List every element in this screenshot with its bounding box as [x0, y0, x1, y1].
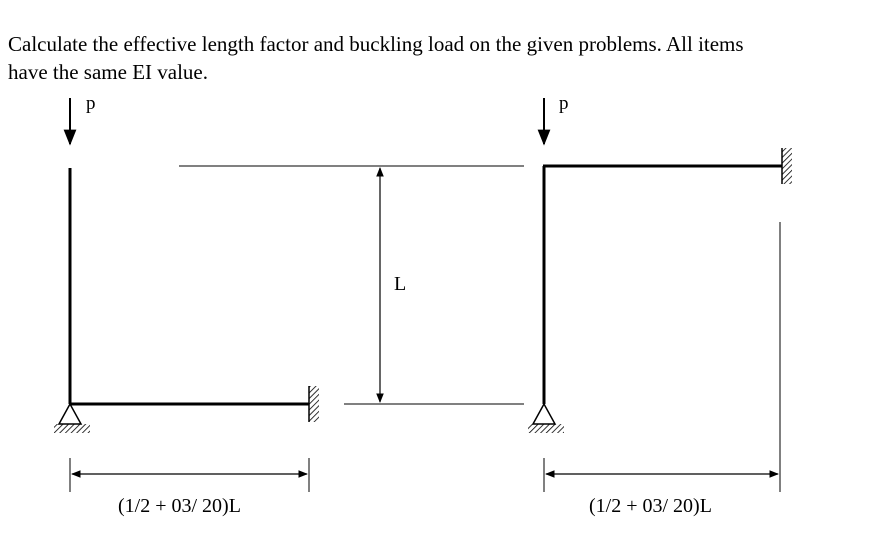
right-pin-support: [528, 404, 564, 433]
right-span-dimension: [544, 222, 780, 492]
left-span-label: (1/2 + 03/ 20)L: [118, 495, 241, 517]
right-fixed-support: [782, 148, 792, 184]
right-frame: [528, 93, 792, 517]
left-load-label: p: [86, 93, 96, 114]
left-pin-support: [54, 404, 90, 433]
problem-line-2: have the same EI value.: [8, 60, 208, 84]
left-span-dimension: [70, 458, 309, 492]
problem-line-1: Calculate the effective length factor and buckling load on the given problems. All items: [8, 32, 744, 56]
right-load-label: p: [559, 93, 569, 114]
right-span-label: (1/2 + 03/ 20)L: [589, 495, 712, 517]
height-dimension: [179, 166, 524, 404]
left-frame: [54, 93, 319, 517]
left-fixed-support: [309, 386, 319, 422]
height-label: L: [394, 273, 407, 295]
